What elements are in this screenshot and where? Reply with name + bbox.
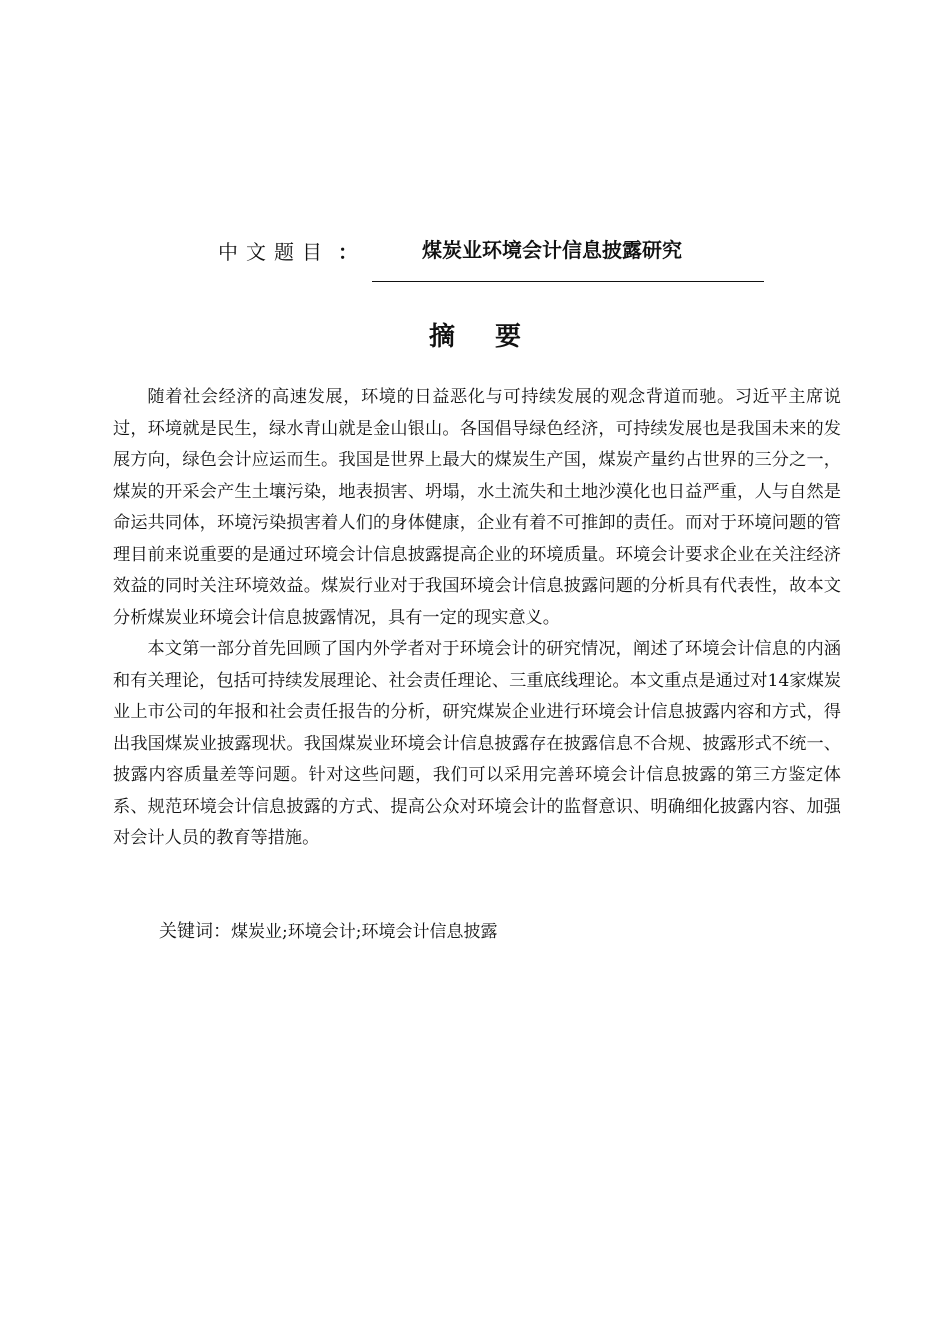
title-underline [372, 281, 764, 282]
keywords-label: 关键词： [159, 921, 231, 942]
keywords-line [159, 917, 497, 943]
chinese-title-colon: ： [338, 240, 358, 264]
chinese-title-label: 中文题目 [218, 240, 330, 264]
abstract-body [113, 382, 841, 855]
abstract-paragraph-2: 本文第一部分首先回顾了国内外学者对于环境会计的研究情况，阐述了环境会计信息的内涵和有关理论，包括可持续发展理论、社会责任理论、三重底线理论。本文重点是通过对14家煤炭业上市公司的年报和社会责任报告的分析，研究煤炭企业进行环境会计信息披露内容和方式，得出我国煤炭业披露现状。我国煤炭业环境会计信息披露存在披露信息不合规、披露形式不统一、披露内容质量差等问题。针对这些问题，我们可以采用完善环境会计信息披露的第三方鉴定体系、规范环境会计信息披露的方式、提高公众对环境会计的监督意识、明确细化披露内容、加强对会计人员的教育等措施。 [113, 639, 841, 848]
abstract-heading: 摘要 [428, 322, 561, 352]
chinese-title-text: 煤炭业环境会计信息披露研究 [422, 238, 682, 262]
keywords-text: 煤炭业;环境会计;环境会计信息披露 [231, 922, 498, 942]
chinese-title-row [0, 234, 950, 268]
abstract-paragraph-1: 随着社会经济的高速发展，环境的日益恶化与可持续发展的观念背道而驰。习近平主席说过，环境就是民生，绿水青山就是金山银山。各国倡导绿色经济，可持续发展也是我国未来的发展方向，绿色会计应运而生。我国是世界上最大的煤炭生产国，煤炭产量约占世界的三分之一，煤炭的开采会产生土壤污染，地表损害、坍塌，水土流失和土地沙漠化也日益严重，人与自然是命运共同体，环境污染损害着人们的身体健康，企业有着不可推卸的责任。而对于环境问题的管理目前来说重要的是通过环境会计信息披露提高企业的环境质量。环境会计要求企业在关注经济效益的同时关注环境效益。煤炭行业对于我国环境会计信息披露问题的分析具有代表性，故本文分析煤炭业环境会计信息披露情况，具有一定的现实意义。 [113, 387, 841, 628]
